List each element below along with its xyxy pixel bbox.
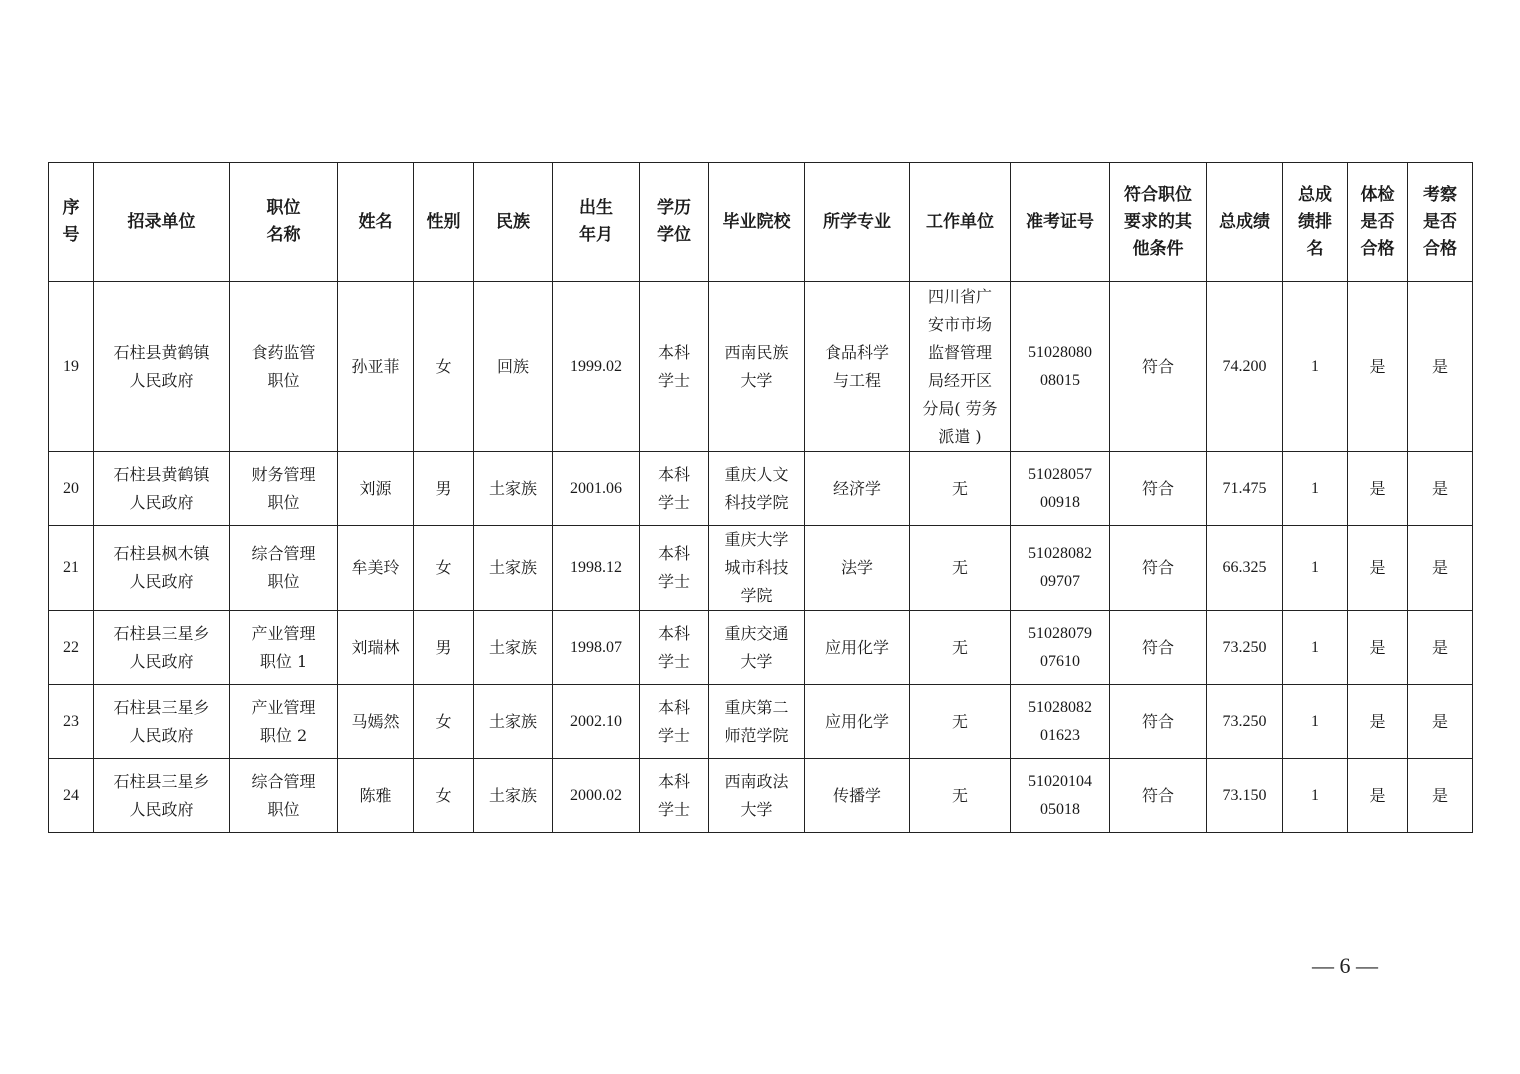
table-cell: 22: [49, 611, 94, 685]
table-cell: 51020104 05018: [1011, 759, 1110, 833]
table-cell: 财务管理 职位: [230, 452, 338, 526]
table-cell: 土家族: [474, 759, 553, 833]
table-cell: 符合: [1110, 759, 1207, 833]
table-cell: 是: [1348, 611, 1408, 685]
table-cell: 本科 学士: [640, 685, 709, 759]
table-cell: 1: [1283, 611, 1348, 685]
header-cell: 工作单位: [910, 163, 1011, 282]
table-cell: 应用化学: [805, 685, 910, 759]
table-cell: 回族: [474, 282, 553, 452]
table-cell: 石柱县三星乡 人民政府: [94, 685, 230, 759]
table-cell: 石柱县黄鹤镇 人民政府: [94, 452, 230, 526]
table-row: [49, 611, 1473, 685]
table-cell: 1: [1283, 282, 1348, 452]
table-row: [49, 759, 1473, 833]
header-cell: 考察 是否 合格: [1408, 163, 1473, 282]
table-cell: 本科 学士: [640, 526, 709, 611]
table-cell: 2001.06: [553, 452, 640, 526]
table-cell: 食药监管 职位: [230, 282, 338, 452]
table-cell: 74.200: [1207, 282, 1283, 452]
table-cell: 本科 学士: [640, 282, 709, 452]
table-cell: 73.250: [1207, 685, 1283, 759]
table-cell: 23: [49, 685, 94, 759]
table-cell: 马嫣然: [338, 685, 414, 759]
table-cell: 产业管理 职位 1: [230, 611, 338, 685]
table-cell: 1999.02: [553, 282, 640, 452]
table-cell: 是: [1348, 282, 1408, 452]
table-cell: 陈雅: [338, 759, 414, 833]
table-cell: 符合: [1110, 526, 1207, 611]
table-cell: 女: [414, 526, 474, 611]
table-cell: 71.475: [1207, 452, 1283, 526]
table-cell: 本科 学士: [640, 452, 709, 526]
table-cell: 符合: [1110, 452, 1207, 526]
table-cell: 是: [1348, 685, 1408, 759]
table-cell: 重庆大学 城市科技 学院: [709, 526, 805, 611]
table-cell: 产业管理 职位 2: [230, 685, 338, 759]
header-cell: 所学专业: [805, 163, 910, 282]
table-cell: 是: [1348, 526, 1408, 611]
table-cell: 四川省广 安市市场 监督管理 局经开区 分局( 劳务 派遣 ): [910, 282, 1011, 452]
page-number: — 6 —: [1312, 953, 1378, 978]
table-cell: 符合: [1110, 685, 1207, 759]
header-cell: 出生 年月: [553, 163, 640, 282]
table-cell: 是: [1408, 685, 1473, 759]
table-cell: 土家族: [474, 526, 553, 611]
table-cell: 1998.07: [553, 611, 640, 685]
table-cell: 2000.02: [553, 759, 640, 833]
table-cell: 是: [1408, 452, 1473, 526]
table-cell: 2002.10: [553, 685, 640, 759]
table-cell: 刘瑞林: [338, 611, 414, 685]
table-cell: 重庆第二 师范学院: [709, 685, 805, 759]
header-cell: 民族: [474, 163, 553, 282]
table-cell: 51028079 07610: [1011, 611, 1110, 685]
header-cell: 职位 名称: [230, 163, 338, 282]
table-cell: 是: [1348, 452, 1408, 526]
table-cell: 1: [1283, 759, 1348, 833]
table-cell: 51028057 00918: [1011, 452, 1110, 526]
table-cell: 是: [1408, 759, 1473, 833]
table-cell: 综合管理 职位: [230, 759, 338, 833]
table-cell: 51028080 08015: [1011, 282, 1110, 452]
table-cell: 21: [49, 526, 94, 611]
table-row: [49, 452, 1473, 526]
table-header-row: [49, 163, 1473, 282]
table-cell: 土家族: [474, 685, 553, 759]
table-cell: 1: [1283, 452, 1348, 526]
header-cell: 符合职位 要求的其 他条件: [1110, 163, 1207, 282]
header-cell: 招录单位: [94, 163, 230, 282]
table-cell: 本科 学士: [640, 611, 709, 685]
table-cell: 传播学: [805, 759, 910, 833]
table-cell: 20: [49, 452, 94, 526]
table-cell: 符合: [1110, 611, 1207, 685]
table-cell: 土家族: [474, 452, 553, 526]
table-cell: 本科 学士: [640, 759, 709, 833]
header-cell: 学历 学位: [640, 163, 709, 282]
table-cell: 重庆人文 科技学院: [709, 452, 805, 526]
table-cell: 1: [1283, 685, 1348, 759]
table-cell: 无: [910, 452, 1011, 526]
table-cell: 男: [414, 452, 474, 526]
table-cell: 食品科学 与工程: [805, 282, 910, 452]
table-cell: 24: [49, 759, 94, 833]
header-cell: 姓名: [338, 163, 414, 282]
table-row: [49, 282, 1473, 452]
table-cell: 无: [910, 611, 1011, 685]
table-cell: 女: [414, 759, 474, 833]
header-cell: 毕业院校: [709, 163, 805, 282]
table-cell: 1: [1283, 526, 1348, 611]
table-cell: 是: [1408, 282, 1473, 452]
table-cell: 符合: [1110, 282, 1207, 452]
table-cell: 是: [1408, 611, 1473, 685]
table-cell: 19: [49, 282, 94, 452]
table-cell: 无: [910, 685, 1011, 759]
table-cell: 西南民族 大学: [709, 282, 805, 452]
table-cell: 土家族: [474, 611, 553, 685]
table-cell: 牟美玲: [338, 526, 414, 611]
table-cell: 66.325: [1207, 526, 1283, 611]
table-cell: 是: [1408, 526, 1473, 611]
table-cell: 1998.12: [553, 526, 640, 611]
table-cell: 73.250: [1207, 611, 1283, 685]
table-row: [49, 526, 1473, 611]
table-cell: 是: [1348, 759, 1408, 833]
header-cell: 体检 是否 合格: [1348, 163, 1408, 282]
table-cell: 51028082 01623: [1011, 685, 1110, 759]
table-cell: 孙亚菲: [338, 282, 414, 452]
table-cell: 石柱县三星乡 人民政府: [94, 611, 230, 685]
table-cell: 西南政法 大学: [709, 759, 805, 833]
table-cell: 法学: [805, 526, 910, 611]
table-cell: 重庆交通 大学: [709, 611, 805, 685]
candidate-table: [48, 162, 1473, 833]
table-cell: 石柱县三星乡 人民政府: [94, 759, 230, 833]
table-cell: 男: [414, 611, 474, 685]
table-row: [49, 685, 1473, 759]
table-cell: 刘源: [338, 452, 414, 526]
table-cell: 女: [414, 685, 474, 759]
table-cell: 无: [910, 526, 1011, 611]
table-cell: 73.150: [1207, 759, 1283, 833]
header-cell: 性别: [414, 163, 474, 282]
table-cell: 综合管理 职位: [230, 526, 338, 611]
table-cell: 51028082 09707: [1011, 526, 1110, 611]
table-cell: 经济学: [805, 452, 910, 526]
table-cell: 应用化学: [805, 611, 910, 685]
header-cell: 准考证号: [1011, 163, 1110, 282]
table-cell: 石柱县黄鹤镇 人民政府: [94, 282, 230, 452]
table-cell: 石柱县枫木镇 人民政府: [94, 526, 230, 611]
table-cell: 女: [414, 282, 474, 452]
header-cell: 总成绩: [1207, 163, 1283, 282]
header-cell: 序 号: [49, 163, 94, 282]
header-cell: 总成 绩排 名: [1283, 163, 1348, 282]
table-cell: 无: [910, 759, 1011, 833]
